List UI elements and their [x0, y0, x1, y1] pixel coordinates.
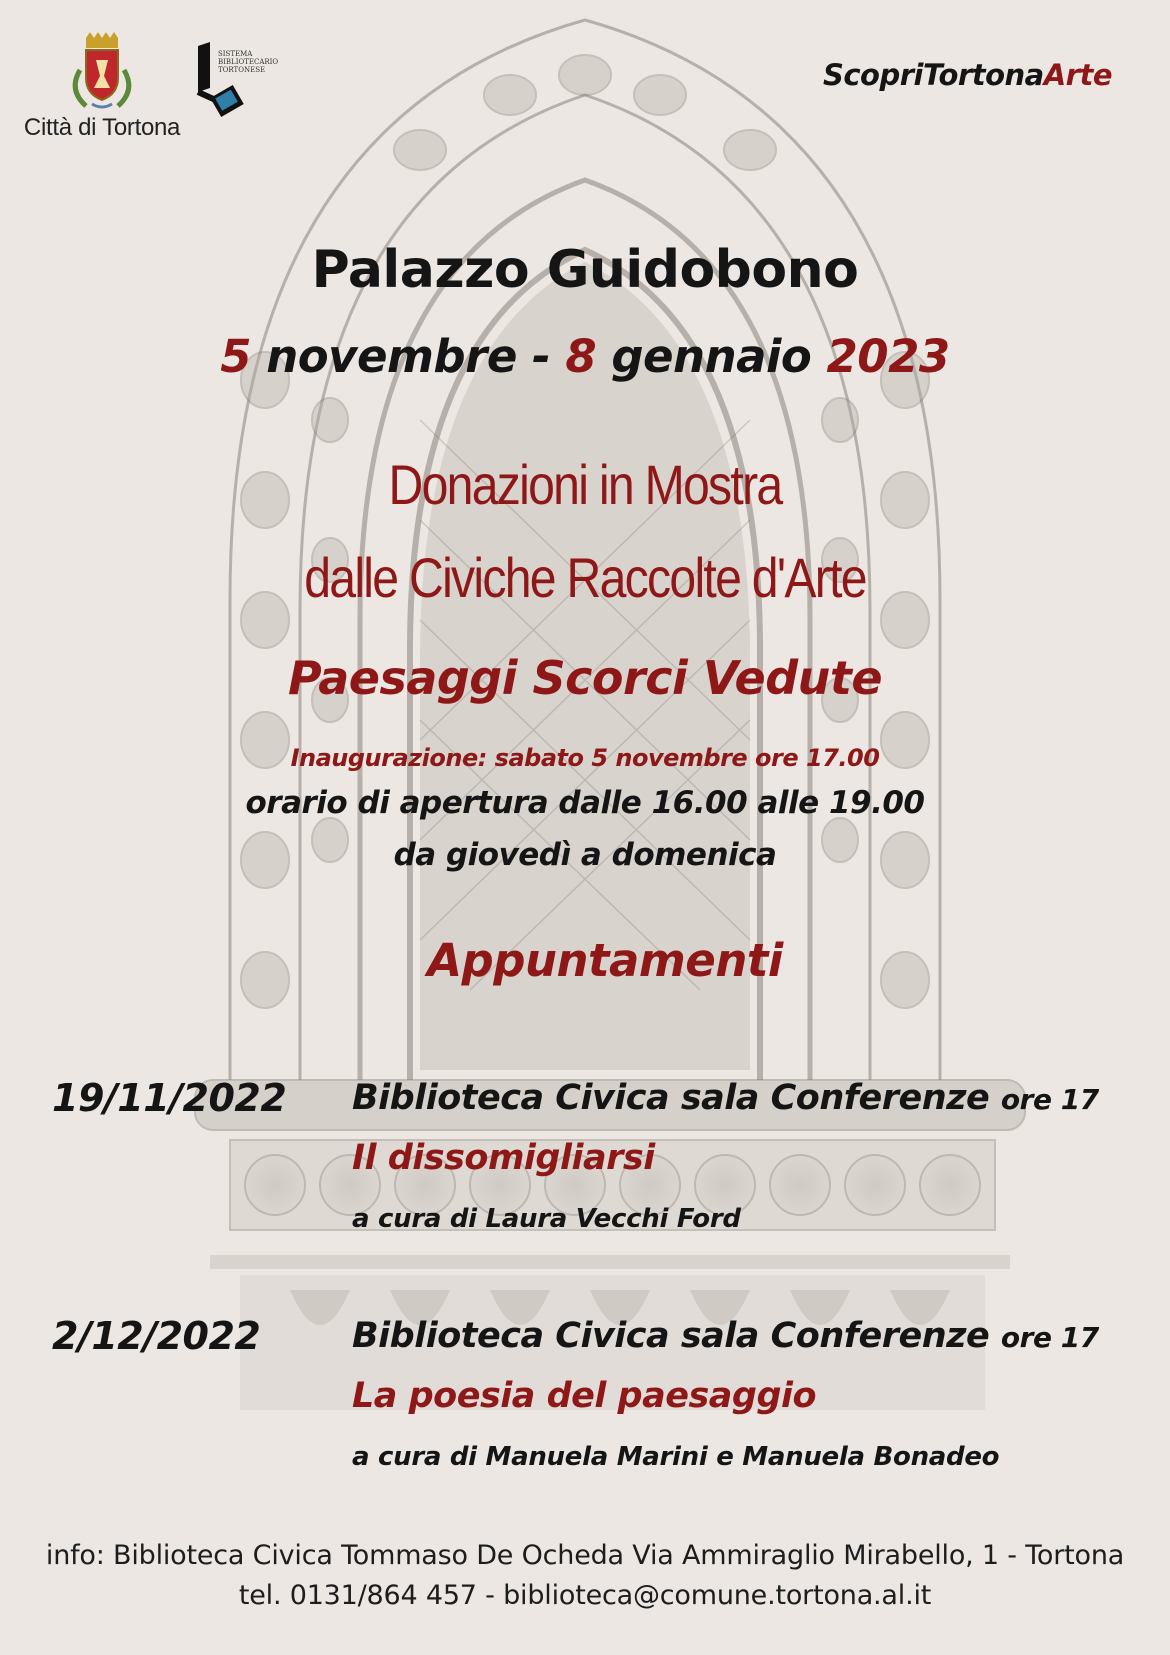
event-date: 19/11/2022 [52, 1076, 287, 1120]
opening-days: da giovedì a domenica [393, 837, 777, 873]
event-place-name: Biblioteca Civica sala Conferenze [352, 1316, 990, 1356]
event-place [352, 1316, 1099, 1356]
event-time: ore 17 [1000, 1083, 1099, 1116]
brand-part-1: ScopriTortona [822, 58, 1044, 92]
exhibition-title-line-1: Donazioni in Mostra [388, 453, 782, 516]
event-place [352, 1078, 1099, 1118]
logo-text-line: TORTONESE [218, 66, 266, 74]
exhibition-subtitle: Paesaggi Scorci Vedute [287, 651, 883, 705]
library-system-text [218, 50, 278, 74]
exhibition-title-line-2: dalle Civiche Raccolte d'Arte [304, 546, 866, 609]
inauguration-info: Inaugurazione: sabato 5 novembre ore 17.00 [290, 744, 880, 772]
footer-contact: tel. 0131/864 457 - biblioteca@comune.tortona.al.it [238, 1580, 932, 1611]
brand-part-2: Arte [1043, 58, 1112, 92]
city-logo [12, 30, 192, 142]
city-name: Città di Tortona [23, 114, 181, 141]
logo-text-line: SISTEMA [218, 50, 253, 58]
end-month: gennaio [596, 330, 827, 383]
event-curator: a cura di Laura Vecchi Ford [352, 1204, 741, 1234]
event-title: La poesia del paesaggio [352, 1376, 817, 1416]
year: 2023 [826, 330, 950, 383]
event-time: ore 17 [1000, 1321, 1099, 1354]
event-curator: a cura di Manuela Marini e Manuela Bonadeo [352, 1442, 1000, 1472]
exhibition-dates [0, 330, 1170, 383]
logo-text-line: BIBLIOTECARIO [218, 58, 279, 66]
appointments-heading: Appuntamenti [427, 934, 783, 987]
opening-hours: orario di apertura dalle 16.00 alle 19.00 [245, 785, 925, 821]
footer-info: info: Biblioteca Civica Tommaso De Ocheda Via Ammiraglio Mirabello, 1 - Tortona [45, 1540, 1125, 1571]
event-title: Il dissomigliarsi [352, 1138, 655, 1178]
venue-title: Palazzo Guidobono [311, 240, 859, 300]
brand-label [823, 58, 1112, 92]
end-day: 8 [565, 330, 597, 383]
city-crest-icon [62, 30, 142, 112]
event-date: 2/12/2022 [52, 1314, 261, 1358]
start-day: 5 [220, 330, 252, 383]
event-place-name: Biblioteca Civica sala Conferenze [352, 1078, 990, 1118]
start-month: novembre - [251, 330, 566, 383]
library-system-logo [190, 40, 279, 120]
